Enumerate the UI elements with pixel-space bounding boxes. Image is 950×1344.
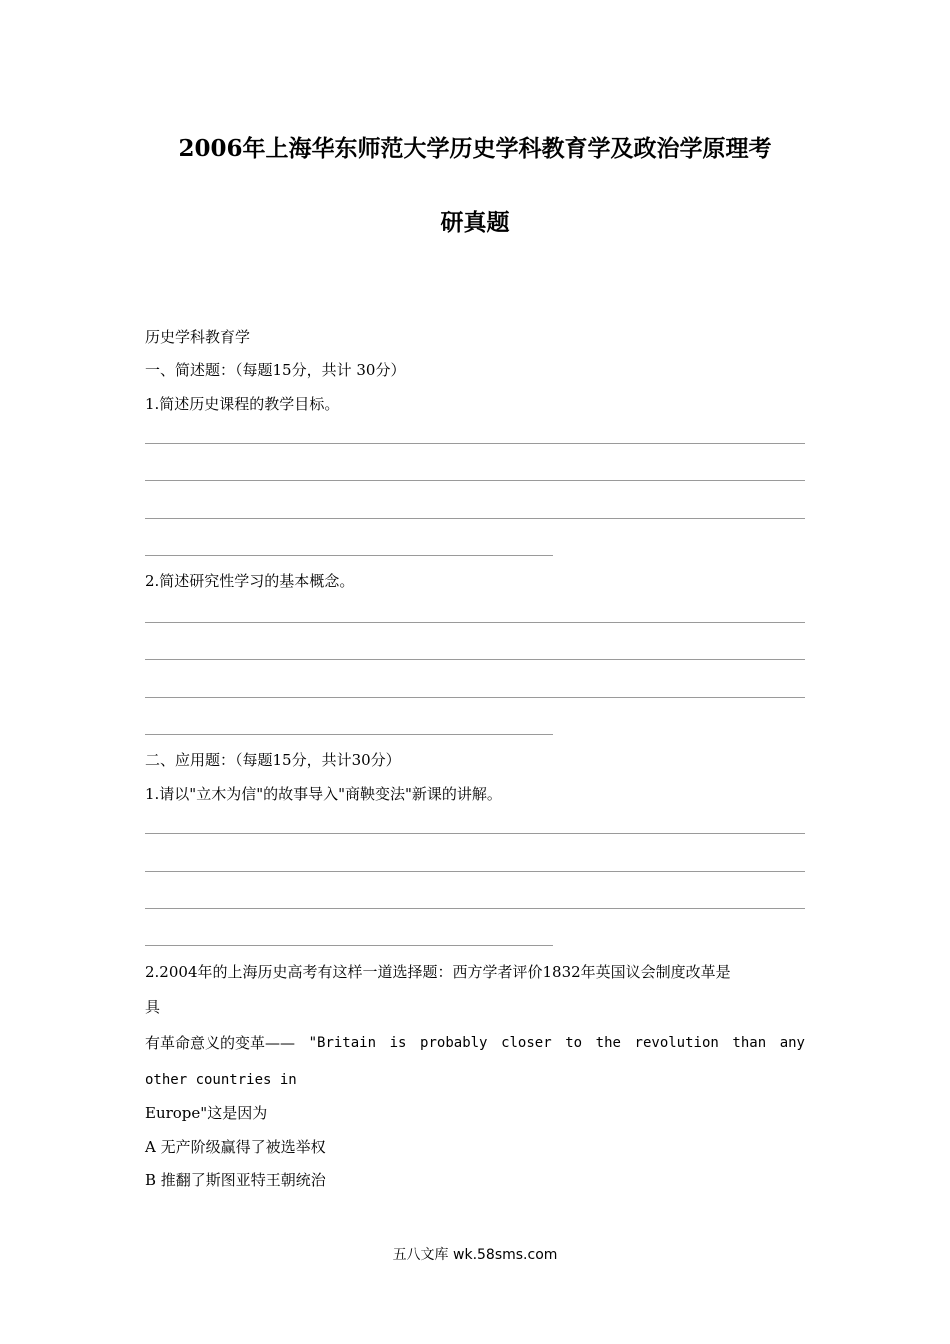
answer-line bbox=[145, 518, 805, 519]
section2-question2-line5: Europe"这是因为 bbox=[145, 1104, 268, 1122]
section1-heading: 一、简述题：（每题15分，共计 30分） bbox=[145, 361, 406, 379]
answer-line bbox=[145, 555, 553, 556]
question-quote-word: to bbox=[565, 1035, 583, 1051]
subject-heading: 历史学科教育学 bbox=[145, 328, 251, 346]
answer-line bbox=[145, 659, 805, 660]
answer-line bbox=[145, 697, 805, 698]
document-title-line2: 研真题 bbox=[440, 209, 510, 236]
answer-line bbox=[145, 480, 805, 481]
question-quote-word: revolution bbox=[634, 1035, 719, 1051]
answer-line bbox=[145, 734, 553, 735]
question-quote-word: probably bbox=[420, 1035, 488, 1051]
question-quote-word: is bbox=[389, 1035, 407, 1051]
question-text-cn: 有革命意义的变革—— bbox=[145, 1034, 296, 1052]
question-quote-word: than bbox=[732, 1035, 767, 1051]
section1-question1: 1.简述历史课程的教学目标。 bbox=[145, 395, 340, 413]
section2-heading: 二、应用题：（每题15分，共计30分） bbox=[145, 751, 401, 769]
answer-line bbox=[145, 443, 805, 444]
footer-watermark: 五八文库 wk.58sms.com bbox=[392, 1247, 558, 1263]
document-title-line1: 2006年上海华东师范大学历史学科教育学及政治学原理考 bbox=[178, 135, 772, 162]
answer-line bbox=[145, 945, 553, 946]
section2-question2-line2: 具 bbox=[145, 998, 161, 1016]
answer-line bbox=[145, 833, 805, 834]
answer-line bbox=[145, 908, 805, 909]
option-b: B 推翻了斯图亚特王朝统治 bbox=[145, 1171, 326, 1189]
question-quote-word: any bbox=[779, 1035, 805, 1051]
answer-line bbox=[145, 871, 805, 872]
answer-line bbox=[145, 622, 805, 623]
section2-question2-line4: other countries in bbox=[145, 1072, 297, 1088]
section2-question2-line3 bbox=[145, 1033, 805, 1053]
section2-question1: 1.请以"立木为信"的故事导入"商鞅变法"新课的讲解。 bbox=[145, 785, 502, 803]
question-quote-word: the bbox=[595, 1035, 621, 1051]
section2-question2-line1: 2.2004年的上海历史高考有这样一道选择题：西方学者评价1832年英国议会制度改革是 bbox=[145, 963, 731, 981]
section1-question2: 2.简述研究性学习的基本概念。 bbox=[145, 572, 355, 590]
question-quote-word: closer bbox=[501, 1035, 552, 1051]
question-quote-word: "Britain bbox=[308, 1035, 377, 1051]
option-a: A 无产阶级赢得了被选举权 bbox=[145, 1138, 326, 1156]
